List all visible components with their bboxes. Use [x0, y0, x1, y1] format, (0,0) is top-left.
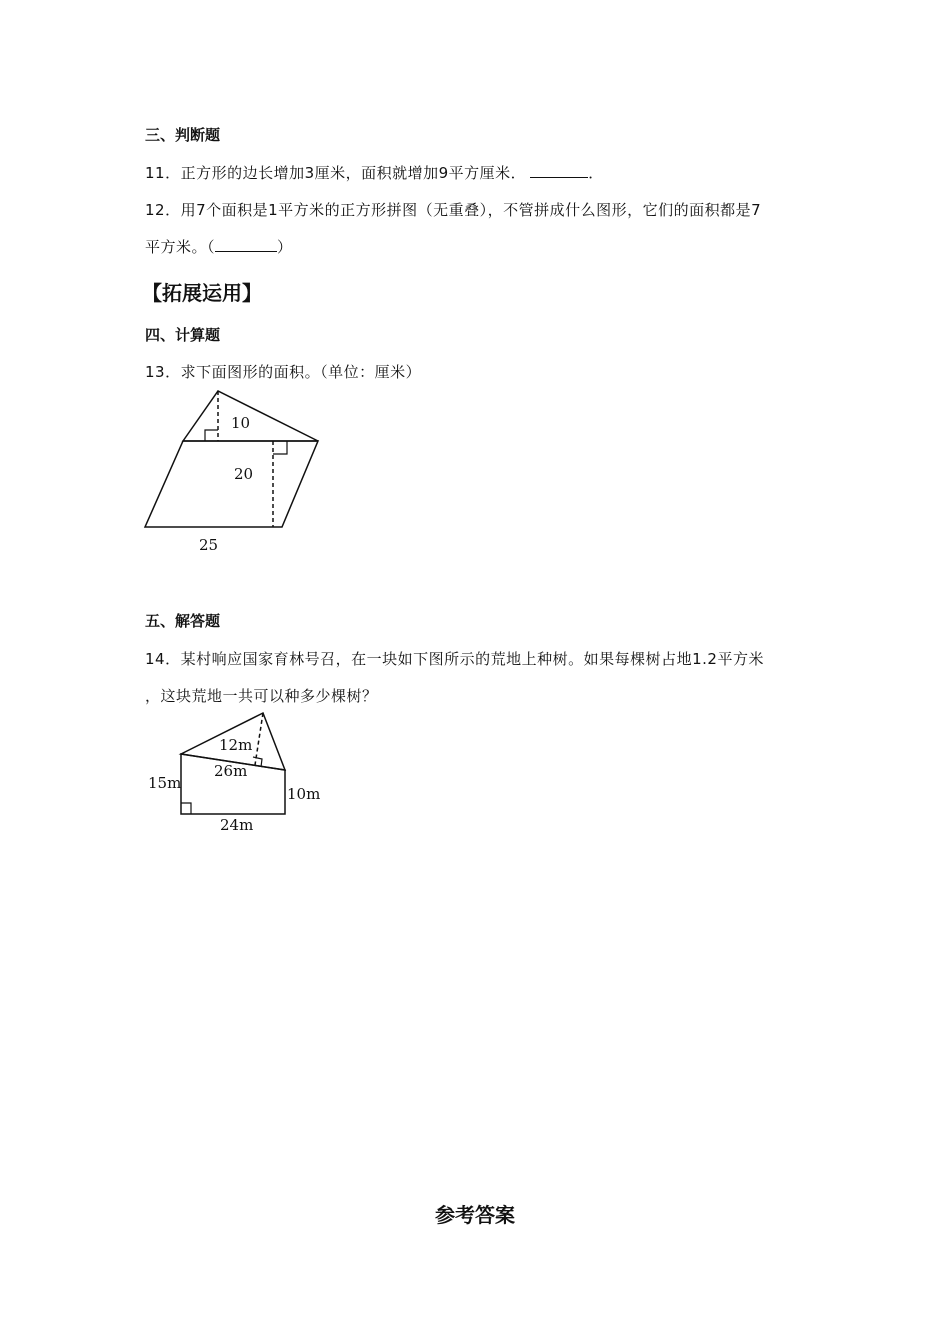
section-heading-solution: 五、解答题: [145, 612, 221, 630]
label-height-20: 20: [234, 465, 254, 483]
label-height-10: 10: [231, 414, 251, 432]
right-angle-mark-trapezoid: [181, 803, 191, 814]
question-12-end: ）: [277, 238, 293, 256]
right-angle-mark-triangle: [205, 430, 218, 441]
question-14-line2: ，这块荒地一共可以种多少棵树？: [145, 687, 378, 705]
right-angle-mark-parallelogram: [273, 441, 287, 454]
answer-heading: 参考答案: [435, 1203, 515, 1227]
question-11-text: 11．正方形的边长增加3厘米，面积就增加9平方厘米．: [145, 164, 527, 182]
parallelogram-shape: [145, 441, 318, 527]
label-24m: 24m: [220, 816, 254, 834]
section-heading-calculation: 四、计算题: [145, 326, 221, 344]
label-10m: 10m: [287, 785, 321, 803]
label-base-25: 25: [199, 536, 219, 554]
question-13: 13．求下面图形的面积。（单位：厘米）: [145, 363, 422, 381]
figure-13-diagram: [145, 391, 318, 527]
label-26m: 26m: [214, 762, 248, 780]
section-heading-judgement: 三、判断题: [145, 126, 221, 144]
question-12-start: 平方米。（: [145, 238, 216, 256]
question-11-tail: ．: [588, 164, 604, 182]
question-12-line1: 12．用7个面积是1平方米的正方形拼图（无重叠），不管拼成什么图形，它们的面积都是7: [145, 201, 762, 219]
label-12m: 12m: [219, 736, 253, 754]
extension-heading: 【拓展运用】: [142, 281, 262, 305]
label-15m: 15m: [148, 774, 182, 792]
question-14-line1: 14．某村响应国家育林号召，在一块如下图所示的荒地上种树。如果每棵树占地1.2平方米: [145, 650, 764, 668]
triangle-shape: [183, 391, 318, 441]
